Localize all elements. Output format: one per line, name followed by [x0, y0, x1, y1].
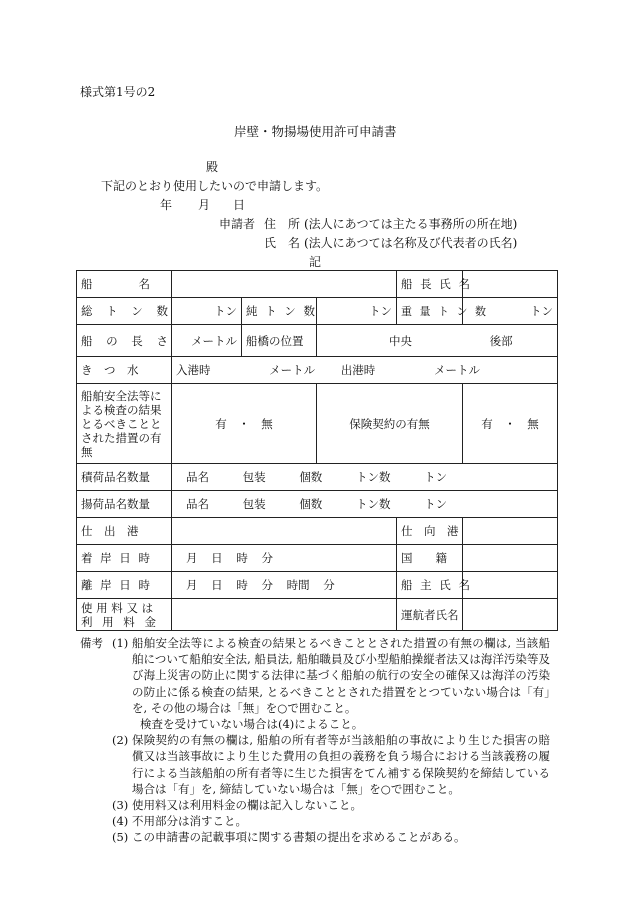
note-2: [80, 732, 550, 797]
unloaded-cargo-label: 揚荷品名数量: [77, 491, 172, 518]
row-loaded-cargo: [77, 464, 558, 491]
deadweight-label: 重 量 ト ン 数: [397, 298, 463, 325]
nationality-label: 国 籍: [397, 545, 463, 572]
berthing-field[interactable]: [172, 545, 397, 572]
date-year: 年: [160, 198, 173, 212]
intro-text: 下記のとおり使用したいので申請します。: [101, 179, 329, 193]
note-3-number: (3): [112, 798, 129, 813]
destination-port-label: 仕 向 港: [397, 518, 463, 545]
note-5-text: この申請書の記載事項に関する書類の提出を求めることがある。: [132, 830, 466, 845]
length-label: 船 の 長 さ: [77, 325, 172, 357]
unloaded-count: 個数: [299, 497, 323, 511]
loaded-cargo-field[interactable]: [172, 464, 558, 491]
row-draft: [77, 357, 558, 384]
note-5-number: (5): [112, 830, 129, 845]
ship-name-field[interactable]: [172, 271, 397, 298]
leaving-month: 月: [186, 578, 198, 592]
bridge-position-field[interactable]: [317, 325, 558, 357]
loaded-count: 個数: [299, 470, 323, 484]
departure-label: 出港時: [340, 363, 376, 377]
name-note: (法人にあつては名称及び代表者の氏名): [304, 236, 518, 250]
row-ports: [77, 518, 558, 545]
loaded-item-name: 品名: [186, 470, 209, 484]
unloaded-item-name: 品名: [186, 497, 209, 511]
departure-port-label: 仕 出 港: [77, 518, 172, 545]
row-leaving: [77, 572, 558, 599]
name-label: 氏 名: [264, 236, 301, 250]
net-tonnage-field[interactable]: トン: [317, 298, 397, 325]
destination-port-field[interactable]: [463, 518, 558, 545]
gross-tonnage-label: 総 ト ン 数: [77, 298, 172, 325]
leaving-minute2: 分: [323, 578, 335, 592]
insurance-label: 保険契約の有無: [317, 384, 463, 464]
departure-meter: メートル: [433, 363, 480, 377]
row-tonnage: [77, 298, 558, 325]
entry-label: 入港時: [176, 363, 211, 377]
berthing-hour: 時: [236, 551, 248, 565]
row-length: [77, 325, 558, 357]
inspection-field[interactable]: 有 ・ 無: [172, 384, 317, 464]
berthing-month: 月: [186, 551, 198, 565]
fee-field[interactable]: [172, 599, 397, 631]
draft-field[interactable]: [172, 357, 558, 384]
bridge-position-label: 船橋の位置: [242, 325, 317, 357]
owner-name-label: 船 主 氏 名: [397, 572, 463, 599]
leaving-hours: 時間: [286, 578, 310, 592]
captain-name-field[interactable]: [463, 271, 558, 298]
entry-meter: メートル: [269, 363, 316, 377]
net-tonnage-label: 純 ト ン 数: [242, 298, 317, 325]
note-3-text: 使用料又は利用料金の欄は記入しないこと。: [132, 798, 362, 813]
unloaded-tonnage: トン数: [355, 497, 391, 511]
owner-name-field[interactable]: [463, 572, 558, 599]
draft-label: き つ 水: [77, 357, 172, 384]
leaving-day: 日: [211, 578, 223, 592]
berthing-label: 着 岸 日 時: [77, 545, 172, 572]
fee-label: [77, 599, 172, 631]
leaving-minute: 分: [261, 578, 273, 592]
unloaded-ton: トン: [424, 497, 448, 511]
row-berthing: [77, 545, 558, 572]
berthing-minute: 分: [261, 551, 273, 565]
operator-name-label: 運航者氏名: [397, 599, 463, 631]
bridge-aft: 後部: [489, 333, 513, 348]
page-title: 岸壁・物揚場使用許可申請書: [234, 124, 397, 139]
loaded-cargo-label: 積荷品名数量: [77, 464, 172, 491]
note-4: [80, 813, 550, 829]
note-4-number: (4): [112, 814, 129, 829]
address-label: 住 所: [264, 217, 301, 231]
ki-marker: 記: [309, 255, 322, 269]
bridge-center: 中央: [389, 333, 412, 348]
fee-label-line1: 使 用 料 又 は: [81, 600, 154, 615]
row-unloaded-cargo: [77, 491, 558, 518]
note-4-text: 不用部分は消すこと。: [132, 814, 247, 829]
gross-tonnage-field[interactable]: トン: [172, 298, 242, 325]
note-1-sub: 検査を受けていない場合は(4)によること。: [140, 717, 364, 732]
loaded-ton: トン: [424, 470, 448, 484]
loaded-tonnage: トン数: [355, 470, 391, 484]
row-ship-name: [77, 271, 558, 298]
departure-port-field[interactable]: [172, 518, 397, 545]
leaving-field[interactable]: [172, 572, 397, 599]
operator-name-field[interactable]: [463, 599, 558, 631]
captain-name-label: 船 長 氏 名: [397, 271, 463, 298]
note-1-number: (1): [112, 636, 129, 650]
date-day: 日: [233, 198, 246, 212]
nationality-field[interactable]: [463, 545, 558, 572]
deadweight-field[interactable]: トン: [463, 298, 558, 325]
addressee: 殿: [206, 160, 219, 174]
row-inspection: [77, 384, 558, 464]
note-2-number: (2): [112, 733, 129, 748]
row-fee: [77, 599, 558, 631]
ship-name-label: 船 名: [77, 271, 172, 298]
address-note: (法人にあつては主たる事務所の所在地): [304, 217, 518, 231]
note-3: [80, 797, 550, 813]
berthing-day: 日: [211, 551, 223, 565]
note-1: [80, 635, 550, 716]
length-field[interactable]: メートル: [172, 325, 242, 357]
insurance-field[interactable]: 有 ・ 無: [463, 384, 558, 464]
notes-label: 備考: [80, 636, 103, 650]
leaving-hour: 時: [236, 578, 248, 592]
note-1-text: 船舶安全法等による検査の結果とるべきこととされた措置の有無の欄は, 当該船舶について船舶安全法, 船員法, 船舶職員及び小型船舶操縦者法又は海洋汚染等及び海上災害の防止に関する法律に基づく船舶の航行の安全の確保又は海洋の汚染の防止に係る検査の結果, とるべきこととされた措置をとつていない場合は「有」を, その他の場合は「無」を○で囲むこと。: [132, 636, 550, 715]
loaded-package: 包装: [242, 470, 266, 484]
fee-label-line2: 利 用 料 金: [81, 614, 159, 629]
date-month: 月: [198, 198, 211, 212]
notes-section: [80, 635, 550, 846]
note-2-text: 保険契約の有無の欄は, 船舶の所有者等が当該船舶の事故により生じた損害の賠償又は当該事故により生じた費用の負担の義務を負う場合における当該義務の履行による当該船舶の所有者等に生じた損害をてん補する保険契約を締結している場合は「有」を, 締結していない場合は「無」を○で囲むこと。: [132, 733, 550, 796]
applicant-label: 申請者: [219, 217, 256, 231]
leaving-label: 離 岸 日 時: [77, 572, 172, 599]
unloaded-package: 包装: [242, 497, 266, 511]
form-number: 様式第1号の2: [80, 85, 156, 99]
unloaded-cargo-field[interactable]: [172, 491, 558, 518]
application-table: [76, 270, 558, 631]
inspection-label: 船舶安全法等による検査の結果とるべきこととされた措置の有無: [77, 384, 172, 464]
note-5: [80, 829, 550, 845]
